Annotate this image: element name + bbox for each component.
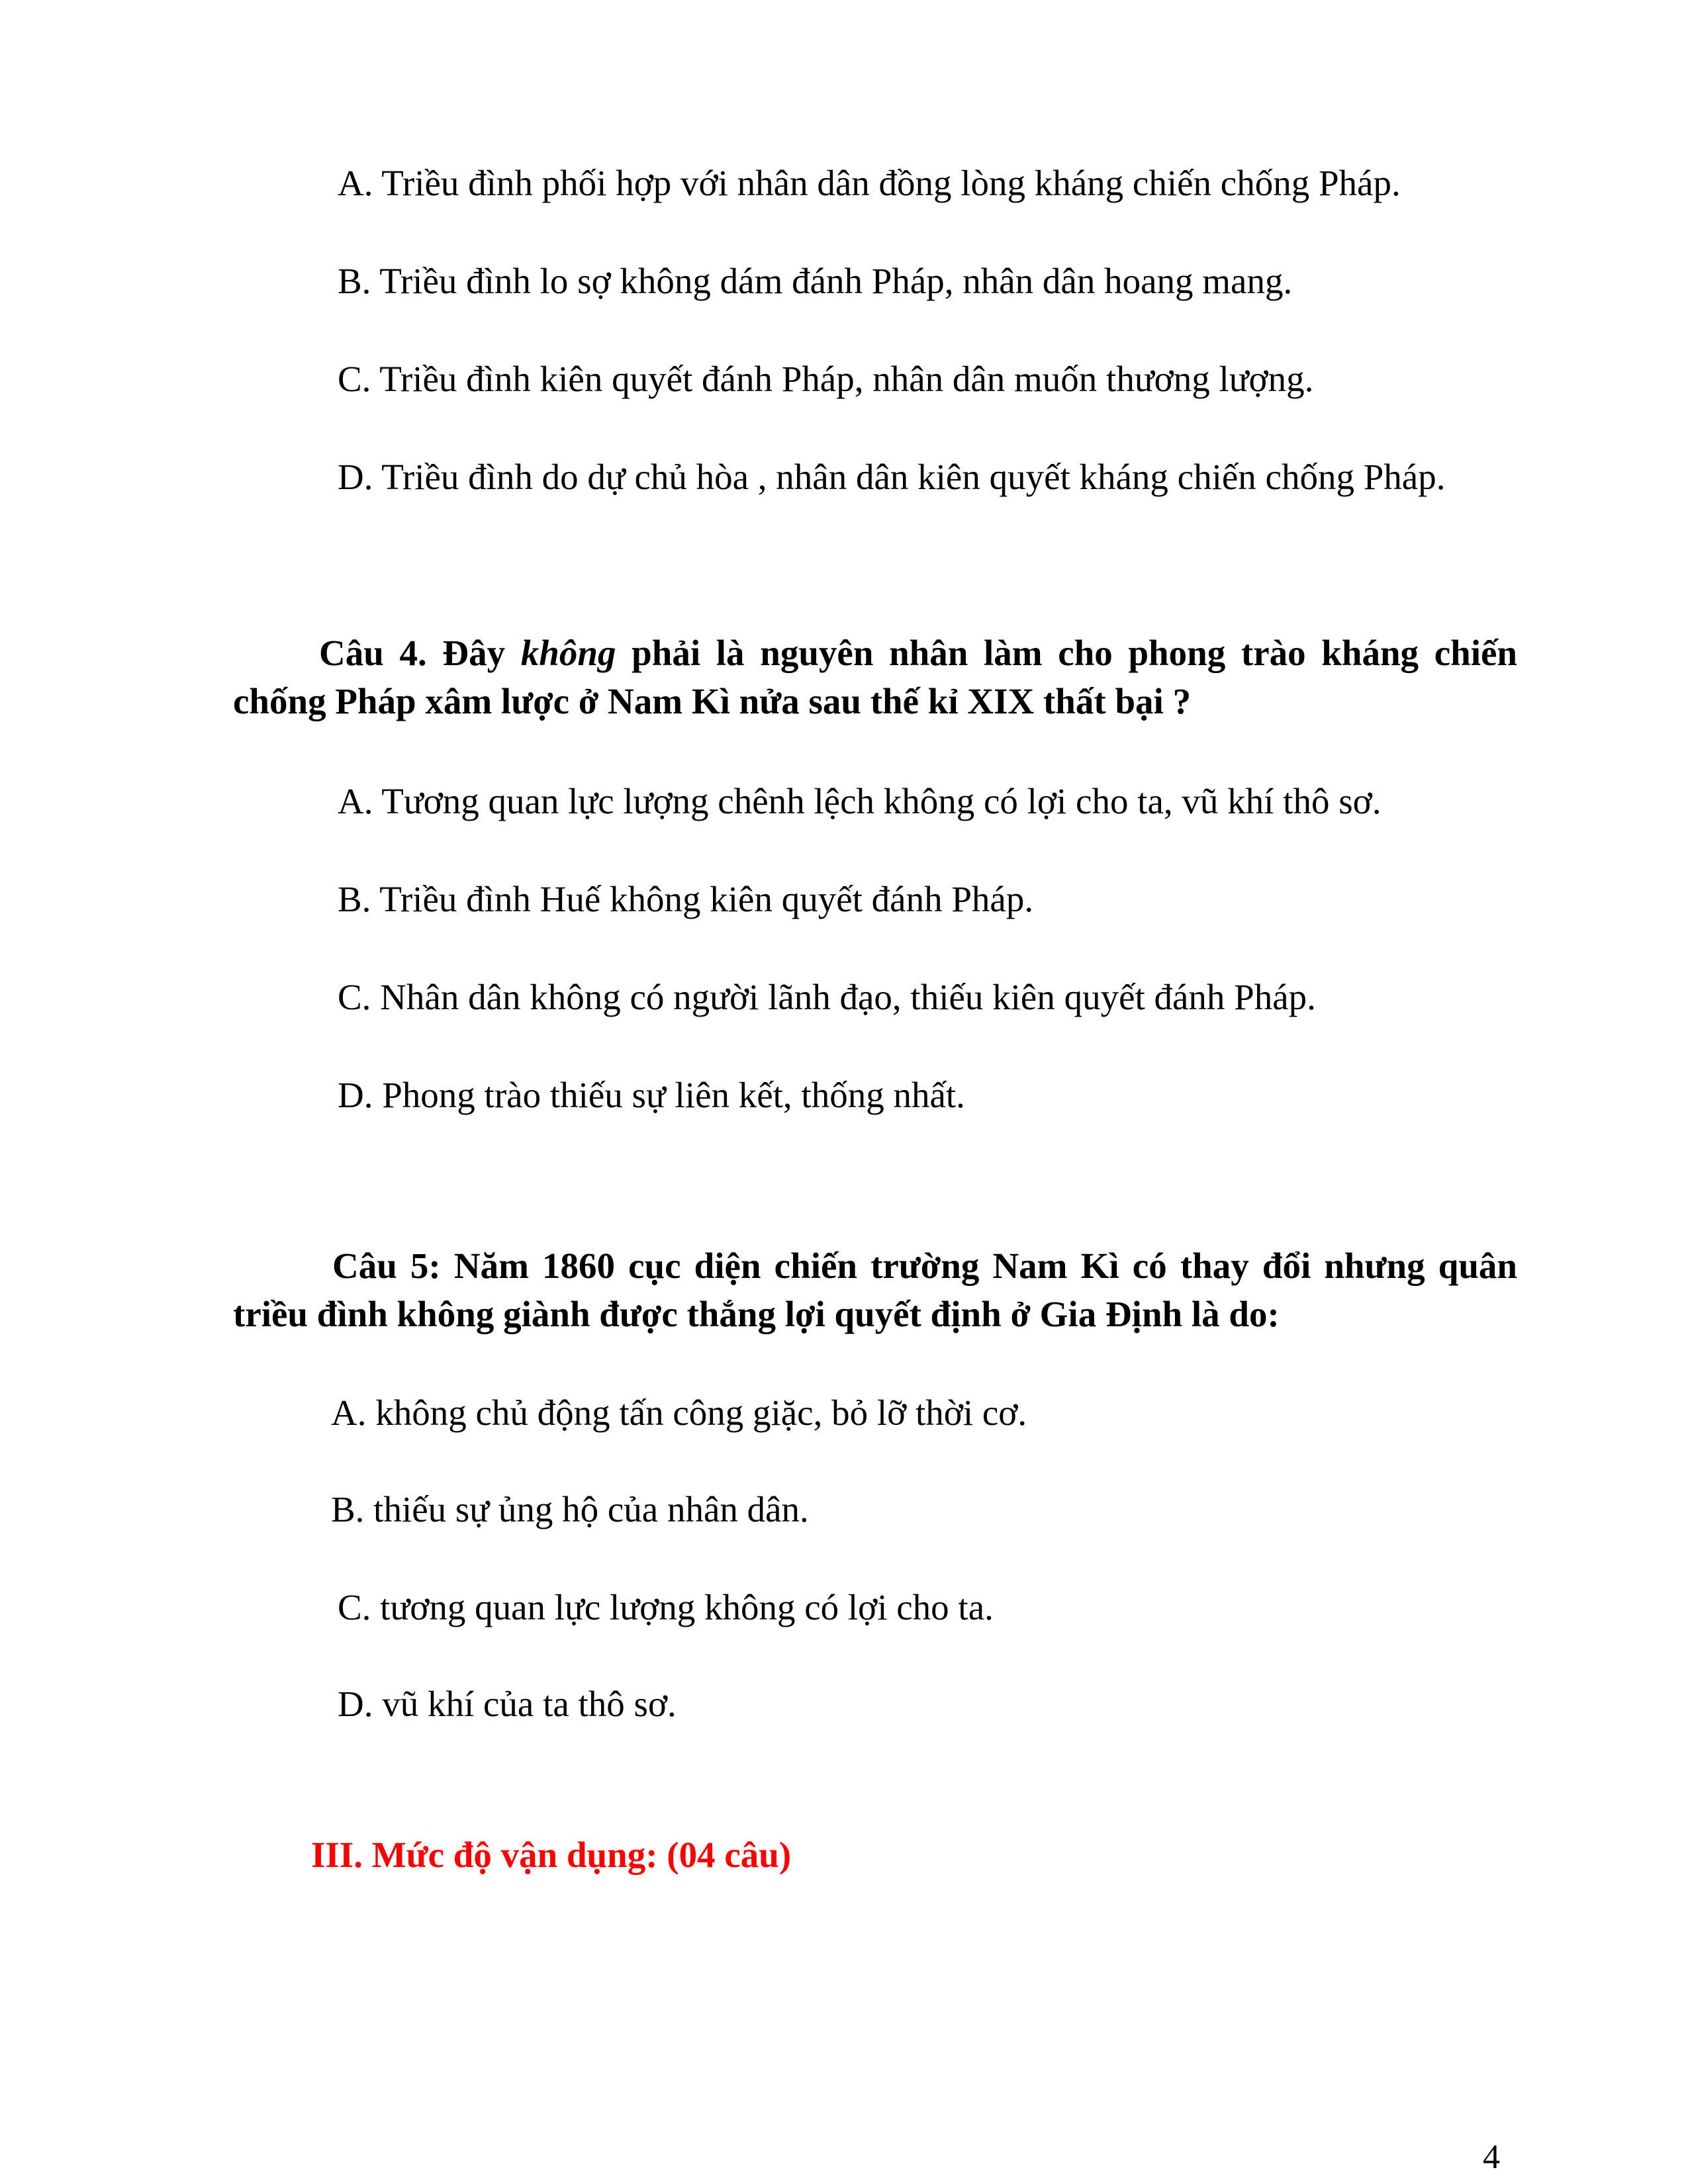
- q3-option-c: C. Triều đình kiên quyết đánh Pháp, nhân dân muốn thương lượng.: [338, 359, 1314, 399]
- q3-option-a: A. Triều đình phối hợp với nhân dân đồng lòng kháng chiến chống Pháp.: [338, 163, 1401, 203]
- q5-option-a: A. không chủ động tấn công giặc, bỏ lỡ thời cơ.: [331, 1392, 1027, 1433]
- q4-option-c: C. Nhân dân không có người lãnh đạo, thiếu kiên quyết đánh Pháp.: [338, 977, 1316, 1017]
- q5-option-c: C. tương quan lực lượng không có lợi cho ta.: [338, 1587, 994, 1627]
- q4-option-b: B. Triều đình Huế không kiên quyết đánh Pháp.: [338, 879, 1034, 919]
- q3-option-b: B. Triều đình lo sợ không dám đánh Pháp, nhân dân hoang mang.: [338, 261, 1293, 301]
- q4-option-a: A. Tương quan lực lượng chênh lệch không có lợi cho ta, vũ khí thô sơ.: [338, 781, 1382, 821]
- section-heading: III. Mức độ vận dụng: (04 câu): [311, 1835, 792, 1875]
- q5-option-d: D. vũ khí của ta thô sơ.: [338, 1684, 677, 1724]
- page-number: 4: [1483, 2138, 1500, 2176]
- q5-text: Câu 5: Năm 1860 cục diện chiến trường Nam Kì có thay đổi nhưng quân triều đình không giành được thắng lợi quyết định ở Gia Định là do:: [233, 1246, 1517, 1334]
- q4-emphasis: không: [520, 633, 616, 673]
- q5-option-b: B. thiếu sự ủng hộ của nhân dân.: [331, 1489, 809, 1529]
- q4-suffix: phải là nguyên nhân làm cho phong trào kháng chiến chống Pháp xâm lược ở Nam Kì nửa sau thế kỉ XIX thất bại ?: [233, 633, 1517, 721]
- q5-question: [233, 1242, 1517, 1338]
- q4-prefix: Câu 4. Đây: [319, 633, 521, 673]
- q4-option-d: D. Phong trào thiếu sự liên kết, thống nhất.: [338, 1075, 965, 1115]
- q3-option-d: D. Triều đình do dự chủ hòa , nhân dân kiên quyết kháng chiến chống Pháp.: [338, 457, 1446, 497]
- q4-question: [233, 629, 1517, 725]
